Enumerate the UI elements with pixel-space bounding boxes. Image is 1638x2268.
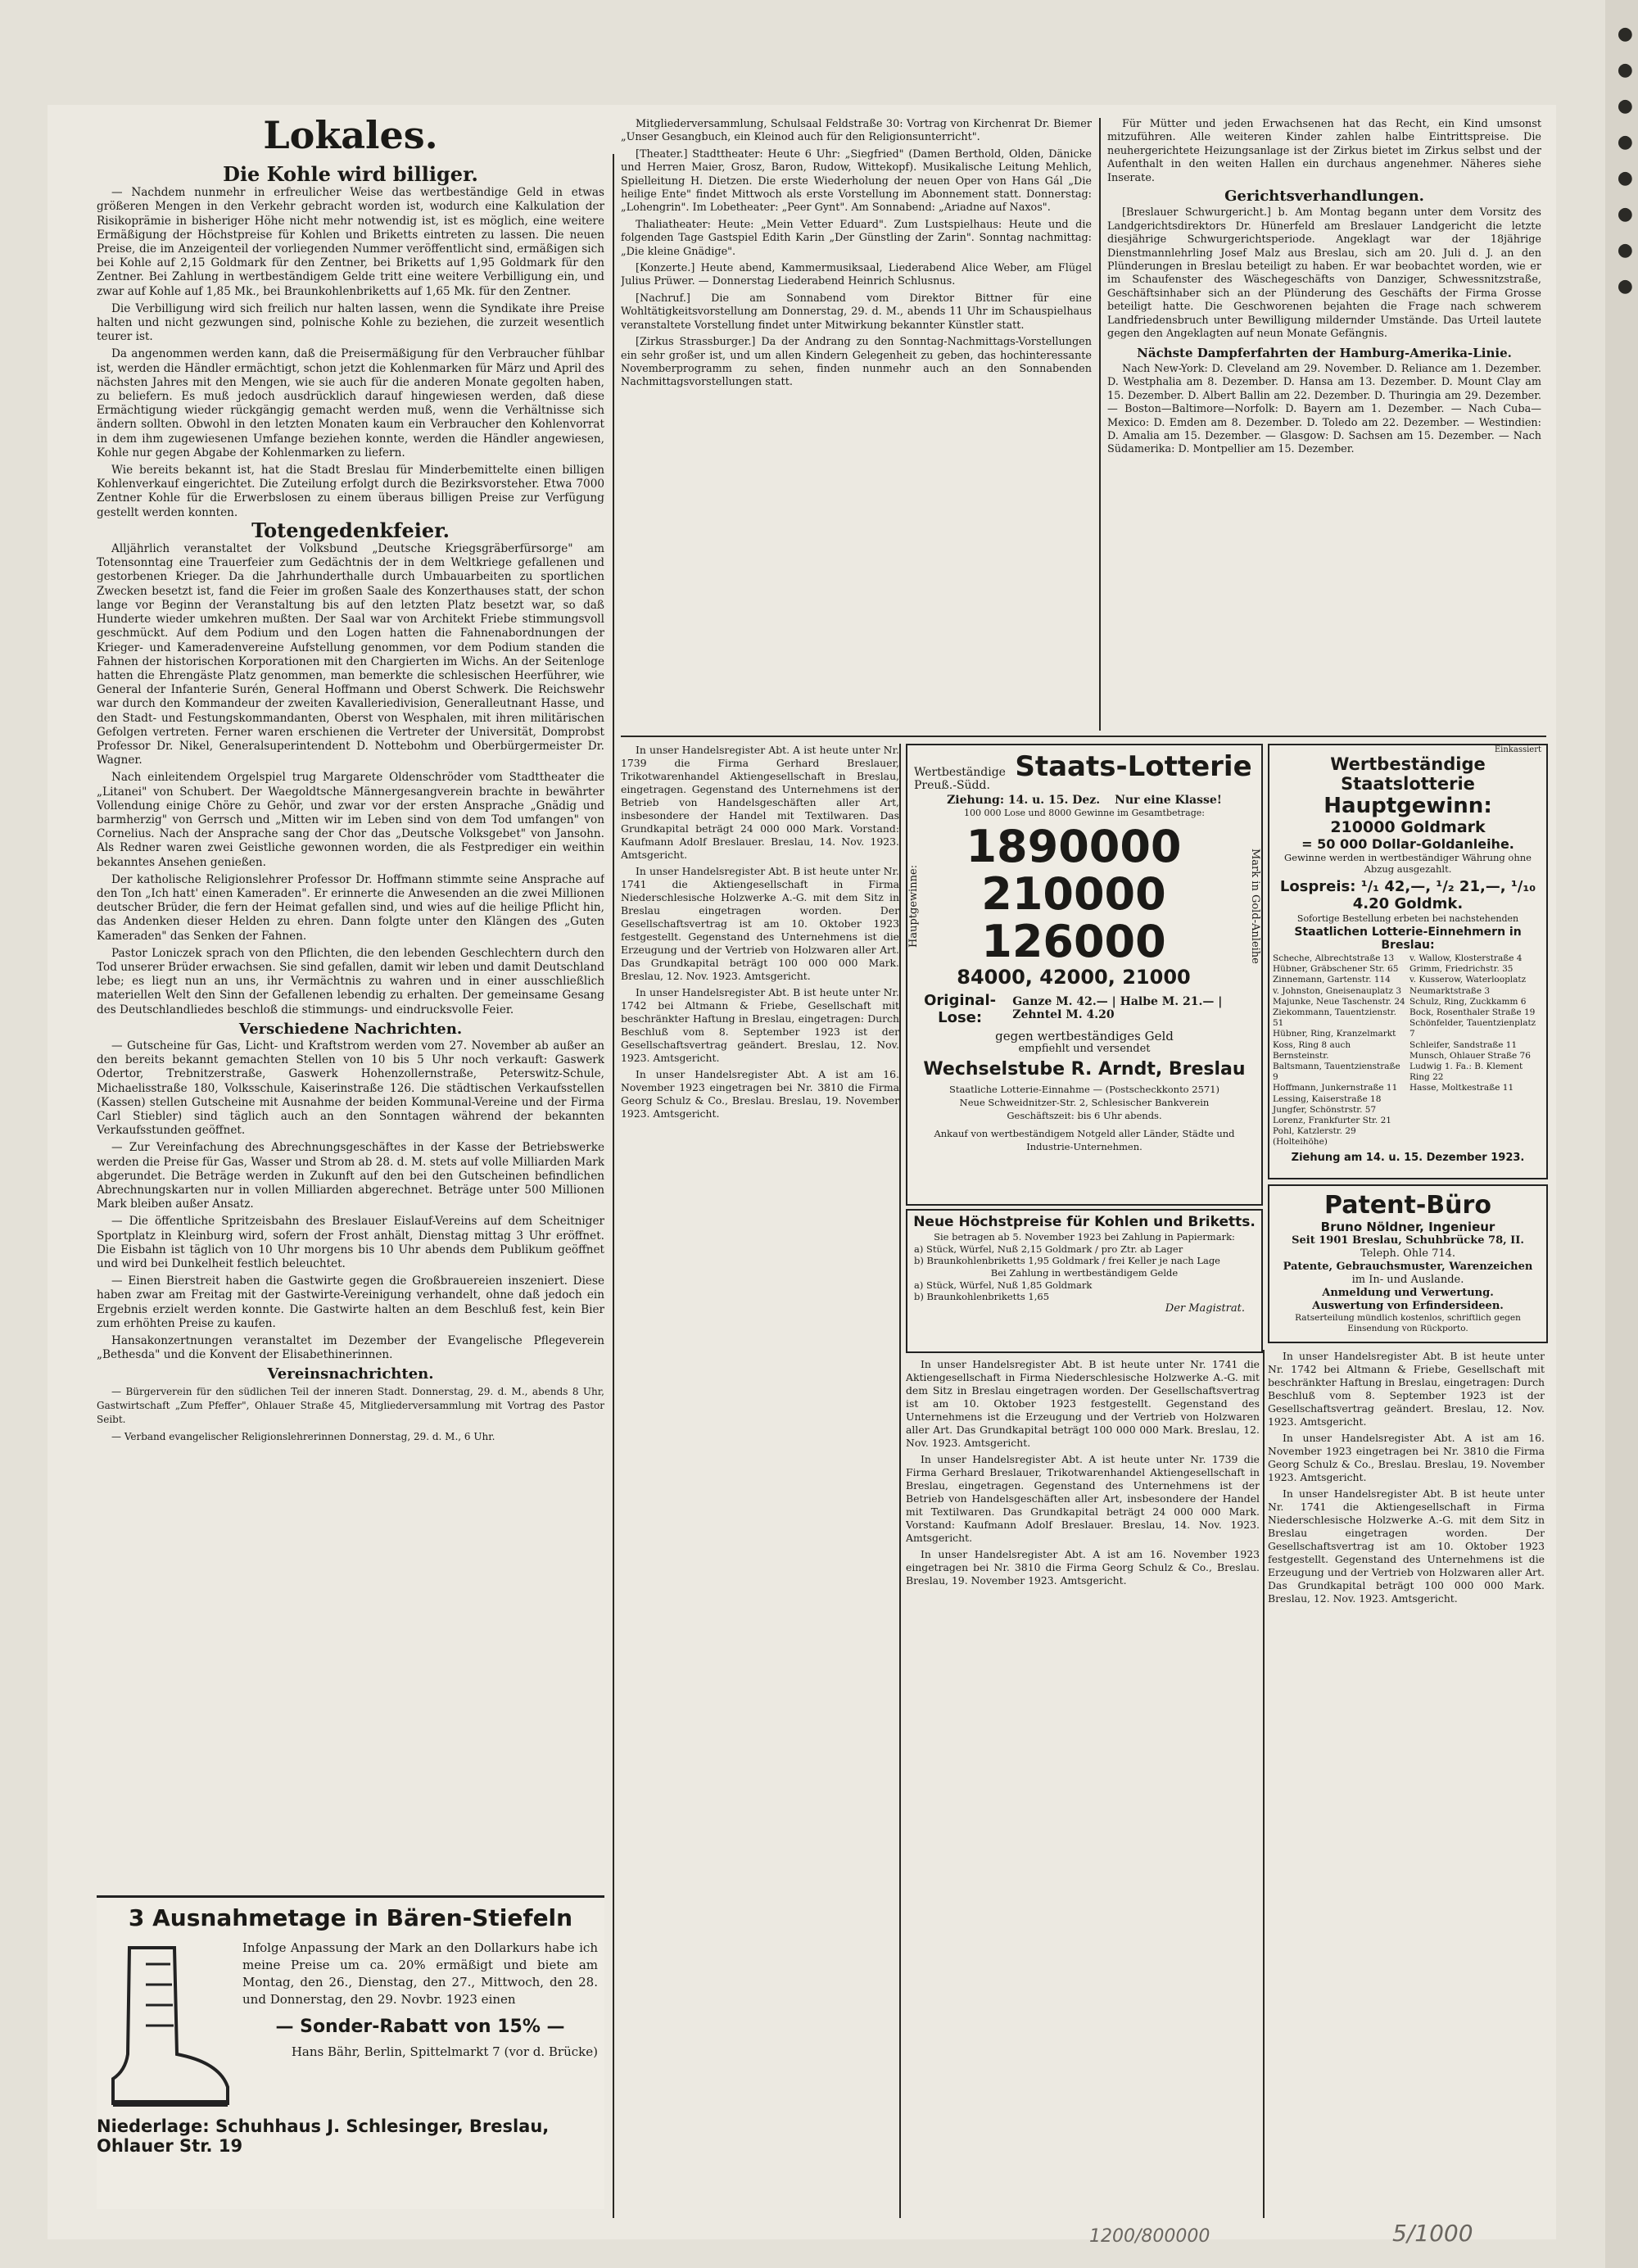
middle-column <box>621 118 1092 731</box>
list-item: Ludwig 1. Fa.: B. Klement <box>1409 1062 1523 1072</box>
ad-gold: 210000 Goldmark <box>1330 818 1486 836</box>
list-item: v. Wallow, Klosterstraße 4 <box>1409 953 1523 963</box>
ad-original-lose: Original-Lose: <box>924 992 997 1026</box>
ad-sub: Neue Schweidnitzer-Str. 2, Schlesischer Bankverein <box>959 1097 1210 1108</box>
article-paragraph: — Verband evangelischer Religionslehrerinnen Donnerstag, 29. d. M., 6 Uhr. <box>111 1431 495 1443</box>
headline-kohle: Die Kohle wird billiger. <box>223 164 478 186</box>
ad-line: Anmeldung und Verwertung. <box>1322 1287 1494 1299</box>
ad-haupt: Hauptgewinn: <box>1324 794 1492 818</box>
list-item: Hübner, Ring, Kranzelmarkt <box>1273 1029 1396 1039</box>
article-paragraph: — Bürgerverein für den südlichen Teil der inneren Stadt. Donnerstag, 29. d. M., abends 8 Uhr, Gastwirtschaft „Zum Pfeffer", Ohlauer Straße 45, Mitgliederversammlung mit Vortrag des Pastor Seibt. <box>97 1385 604 1426</box>
list-item: Hasse, Moltkestraße 11 <box>1409 1083 1514 1093</box>
headline-verein: Vereinsnachrichten. <box>267 1365 434 1383</box>
ad-lose-count: 100 000 Lose und 8000 Gewinne im Gesamtbetrage: <box>963 808 1205 818</box>
ad-niederlage: Niederlage: Schuhhaus J. Schlesinger, Breslau, Ohlauer Str. 19 <box>97 2116 550 2156</box>
ad-amount-small: 84000, 42000, 21000 <box>957 966 1191 989</box>
ad-sub: Sie betragen ab 5. November 1923 bei Zahlung in Papiermark: <box>934 1231 1235 1243</box>
ad-amount: 210000 <box>981 868 1166 920</box>
baeren-stiefel-ad <box>97 1895 604 2209</box>
ad-line: a) Stück, Würfel, Nuß 1,85 Goldmark <box>914 1279 1093 1291</box>
article-paragraph: In unser Handelsregister Abt. B ist heute unter Nr. 1742 bei Altmann & Friebe, Gesellschaft mit beschränkter Haftung in Breslau, eingetragen: Durch Beschluß vom 8. September 1923 ist der Gesellschaftsvertrag geändert. Breslau, 12. Nov. 1923. Amtsgericht. <box>1268 1350 1545 1428</box>
headline-verschiedene: Verschiedene Nachrichten. <box>238 1020 463 1038</box>
article-paragraph: Nach einleitendem Orgelspiel trug Margarete Oldenschröder vom Stadttheater die „Litanei" von Schubert. Der Waegoldtsche Männergesangverein brachte in bewährter Vollendung einige Chöre zu Gehör, und zwar vor der ersten Ansprache „Gnädig und barmherzig" von Gerrsch und „Mitten wir im Leben sind von dem Tod umfangen" von Cornelius. Nach der Ansprache sang der Chor das „Deutsche Volksgebet" von Jansohn. Als Redner waren zwei Geistliche gewonnen worden, die als Festprediger ein weithin bekanntes Ansehen genießen. <box>97 771 604 869</box>
article-paragraph: Wie bereits bekannt ist, hat die Stadt Breslau für Minderbemittelte einen billigen Kohlenverkauf eingerichtet. Die Zuteilung erfolgt durch die Bezirksvorsteher. Etwa 7000 Zentner Kohle für die Erwerbslosen zu einem überaus billigen Preise zur Verfügung gestellt werden konnten. <box>97 464 604 519</box>
page-edge <box>1605 0 1638 2268</box>
ad-firm: Wechselstube R. Arndt, Breslau <box>923 1059 1246 1080</box>
ad-head1: Wertbeständige Preuß.-Südd. <box>914 766 1006 792</box>
article-paragraph: Mitgliederversammlung, Schulsaal Feldstraße 30: Vortrag von Kirchenrat Dr. Biemer „Unser Gesangbuch, ein Kleinod auch für den Religionsunterricht". <box>621 118 1092 144</box>
list-item: Schleifer, Sandstraße 11 <box>1409 1039 1518 1050</box>
ad-since: Seit 1901 Breslau, Schuhbrücke 78, II. <box>1292 1234 1524 1247</box>
article-paragraph: [Nachruf.] Die am Sonnabend vom Direktor Bittner für eine Wohltätigkeitsvorstellung am Donnerstag, 29. d. M., abends 11 Uhr im Schauspielhaus veranstaltete Vorstellung findet unter Mitwirkung bekannter Künstler statt. <box>621 292 1092 332</box>
ad-line: Patente, Gebrauchsmuster, Warenzeichen <box>1283 1261 1533 1273</box>
ad-side-left: Hauptgewinne: <box>907 864 920 948</box>
patent-buero-ad <box>1268 1184 1548 1343</box>
article-paragraph: In unser Handelsregister Abt. B ist heute unter Nr. 1742 bei Altmann & Friebe, Gesellschaft mit beschränkter Haftung in Breslau, eingetragen: Durch Beschluß vom 8. September 1923 ist der Gesellschaftsvertrag geändert. Breslau, 12. Nov. 1923. Amtsgericht. <box>621 986 899 1064</box>
left-column <box>97 164 604 1884</box>
article-paragraph: In unser Handelsregister Abt. A ist am 16. November 1923 eingetragen bei Nr. 3810 die Firma Georg Schulz & Co., Breslau. Breslau, 19. November 1923. Amtsgericht. <box>906 1548 1260 1587</box>
ad-text: Infolge Anpassung der Mark an den Dollarkurs habe ich meine Preise um ca. 20% ermäßigt und biete am Montag, den 26., Dienstag, den 27., Mittwoch, den 28. und Donnerstag, den 29. Novbr. 1923 einen <box>242 1940 598 2007</box>
article-paragraph: Pastor Loniczek sprach von den Pflichten, die den lebenden Geschlechtern durch den Tod unserer Brüder erwachsen. Sie sind gefallen, damit wir leben und damit Deutschland lebe; es liegt nun an uns, ihr Vermächtnis zu wahren und in einer ausschließlich materiellen Welt den Sinn der Gefallenen lebendig zu erhalten. Der gemeinsame Gesang des Deutschlandliedes beschloß die stimmungs- und eindrucksvolle Feier. <box>97 946 604 1016</box>
ad-line: b) Braunkohlenbriketts 1,65 <box>914 1291 1050 1302</box>
staatslotterie-ad-einnehmer <box>1268 744 1548 1179</box>
ad-tel: Teleph. Ohle 714. <box>1360 1247 1456 1260</box>
article-paragraph: In unser Handelsregister Abt. B ist heute unter Nr. 1741 die Aktiengesellschaft in Firma Niederschlesische Holzwerke A.-G. mit dem Sitz in Breslau eingetragen worden. Der Gesellschaftsvertrag ist am 10. Oktober 1923 festgestellt. Gegenstand des Unternehmens ist die Erzeugung und der Vertrieb von Holzwaren aller Art. Das Grundkapital beträgt 100 000 000 Mark. Breslau, 12. Nov. 1923. Amtsgericht. <box>1268 1487 1545 1605</box>
article-paragraph: In unser Handelsregister Abt. B ist heute unter Nr. 1741 die Aktiengesellschaft in Firma Niederschlesische Holzwerke A.-G. mit dem Sitz in Breslau eingetragen worden. Der Gesellschaftsvertrag ist am 10. Oktober 1923 festgestellt. Gegenstand des Unternehmens ist die Erzeugung und der Vertrieb von Holzwaren aller Art. Das Grundkapital beträgt 100 000 000 Mark. Breslau, 12. Nov. 1923. Amtsgericht. <box>906 1358 1260 1449</box>
article-paragraph: Thaliatheater: Heute: „Mein Vetter Eduard". Zum Lustspielhaus: Heute und die folgenden Tage Gastspiel Edith Karin „Der Günstling der Zarin". Sonntag nachmittag: „Die kleine Gnädige". <box>621 218 1092 258</box>
list-item: Bock, Rosenthaler Straße 19 <box>1409 1007 1536 1018</box>
ad-sub: Geschäftszeit: bis 6 Uhr abends. <box>1007 1110 1162 1121</box>
list-item: Munsch, Ohlauer Straße 76 <box>1409 1050 1531 1061</box>
article-paragraph: [Konzerte.] Heute abend, Kammermusiksaal, Liederabend Alice Weber, am Flügel Julius Prüwer. — Donnerstag Liederabend Heinrich Schlusnus. <box>621 262 1092 288</box>
headline-gericht: Gerichtsverhandlungen. <box>1224 188 1424 206</box>
ad-amount: 1890000 <box>966 821 1182 872</box>
ad-ziehung: Ziehung am 14. u. 15. Dezember 1923. <box>1291 1151 1525 1164</box>
list-item: Scheche, Albrechtstraße 13 <box>1273 953 1395 963</box>
ad-tag: Einkassiert <box>1494 745 1541 754</box>
list-item: Neumarktstraße 3 <box>1409 985 1491 996</box>
article-paragraph: In unser Handelsregister Abt. A ist am 16. November 1923 eingetragen bei Nr. 3810 die Firma Georg Schulz & Co., Breslau. Breslau, 19. November 1923. Amtsgericht. <box>621 1068 899 1120</box>
article-paragraph: In unser Handelsregister Abt. B ist heute unter Nr. 1741 die Aktiengesellschaft in Firma Niederschlesische Holzwerke A.-G. mit dem Sitz in Breslau eingetragen worden. Der Gesellschaftsvertrag ist am 10. Oktober 1923 festgestellt. Gegenstand des Unternehmens ist die Erzeugung und der Vertrieb von Holzwaren aller Art. Das Grundkapital beträgt 100 000 000 Mark. Breslau, 12. Nov. 1923. Amtsgericht. <box>621 865 899 982</box>
ad-gewinne: Gewinne werden in wertbeständiger Währung ohne Abzug ausgezahlt. <box>1284 852 1532 875</box>
list-item: Schulz, Ring, Zuckkamm 6 <box>1409 996 1527 1007</box>
article-paragraph: — Gutscheine für Gas, Licht- und Kraftstrom werden vom 27. November ab außer an den bereits bekannt gemachten Stellen von 10 bis 5 Uhr noch verkauft: Gaswerk Odertor, Trebnitzerstraße, Gaswerk Hohenzollernstraße, Peterswitz-Schule, Michaelisstraße 180, Volksschule, Kaiserinstraße 126. Die städtischen Verkaufsstellen (Kassen) stellen Gutscheine mit Ausnahme der beiden Kommunal-Vereine und der Firma Carl Stiebler) sind täglich auch an den Sonntagen während der bekannten Verkaufsstunden geöffnet. <box>97 1039 604 1138</box>
list-item: Ziekommann, Tauentzienstr. 51 <box>1273 1007 1397 1029</box>
ad-ziehung: Ziehung: 14. u. 15. Dez. <box>947 794 1101 807</box>
article-paragraph: — Die öffentliche Spritzeisbahn des Breslauer Eislauf-Vereins auf dem Scheitniger Sportplatz in Kleinburg wird, sofern der Frost anhält, Dienstag mittag 3 Uhr eröffnet. Die Eisbahn ist täglich von 10 Uhr morgens bis 10 Uhr abends dem Publikum geöffnet und wird bei Dunkelheit festlich beleuchtet. <box>97 1215 604 1271</box>
ad-shop: Hans Bähr, Berlin, Spittelmarkt 7 (vor d. Brücke) <box>291 2044 598 2059</box>
ad-footer: Der Magistrat. <box>1165 1302 1245 1315</box>
article-paragraph: — Einen Bierstreit haben die Gastwirte gegen die Großbrauereien inszeniert. Diese haben zwar am Freitag mit der Gastwirte-Vereinigung verhandelt, ohne daß jedoch ein Ergebnis erzielt werden konnte. Die Gastwirte halten an dem Beschluß fest, kein Bier zum erhöhten Preise zu kaufen. <box>97 1274 604 1330</box>
list-item: Koss, Ring 8 auch Bernsteinstr. <box>1273 1039 1351 1061</box>
article-paragraph: In unser Handelsregister Abt. A ist am 16. November 1923 eingetragen bei Nr. 3810 die Firma Georg Schulz & Co., Breslau. Breslau, 19. November 1923. Amtsgericht. <box>1268 1432 1545 1483</box>
list-item: Schönfelder, Tauentzienplatz 7 <box>1409 1018 1536 1039</box>
list-item: v. Johnston, Gneisenauplatz 3 <box>1273 985 1402 996</box>
ad-title: Patent-Büro <box>1324 1191 1491 1220</box>
ad-sofort: Sofortige Bestellung erbeten bei nachstehenden <box>1296 913 1519 924</box>
right-column <box>1107 118 1541 731</box>
newspaper-page <box>48 105 1556 2239</box>
article-paragraph: Der katholische Religionslehrer Professor Dr. Hoffmann stimmte seine Ansprache auf den Ton „Ich hatt' einen Kameraden". Er erinnerte die Anwesenden an die zwei Millionen deutscher Brüder, die fern der Heimat gefallen sind, und wies auf die heilige Pflicht hin, das Andenken dieser Helden zu ehren. Dann folgte unter den Klängen des „Guten Kameraden" das Senken der Fahnen. <box>97 872 604 943</box>
list-item: Zinnemann, Gartenstr. 114 <box>1273 975 1391 985</box>
column-rule <box>1099 118 1101 731</box>
margin-note: 1200/800000 <box>1089 2226 1210 2247</box>
ad-title: 3 Ausnahmetage in Bären-Stiefeln <box>128 1904 573 1931</box>
boot-icon <box>97 1940 236 2112</box>
article-paragraph: Alljährlich veranstaltet der Volksbund „Deutsche Kriegsgräberfürsorge" am Totensonntag eine Trauerfeier zum Gedächtnis der in dem Weltkriege gefallenen und gestorbenen Krieger. Da die Jahrhunderthalle durch Umbauarbeiten zu sportlichen Zwecken besetzt ist, fand die Feier im großen Saale des Konzerthauses statt, der schon lange vor Beginn der Veranstaltung bis auf den letzten Platz besetzt war, so daß Hunderte wieder umkehren mußten. Der Saal war von Architekt Friebe stimmungsvoll geschmückt. Auf dem Podium und den Logen hatten die Fahnenabordnungen der Krieger- und Kameradenvereine Aufstellung genommen, vor dem Podium standen die Fahnen der historischen Korporationen mit den Chargierten im Wichs. An der Seitenloge hatten die Ehrengäste Platz genommen, man bemerkte die schlesischen Heerführer, wie General der Infanterie Surén, General Hoffmann und Oberst Schwerk. Die Reichswehr war durch den Kommandeur der zweiten Kavalleriedivision, Generalleutnant Hasse, und den Stadt- und Festungskommandanten, Oberst von Wesphalen, mit ihren militärischen Gefolgen vertreten. Ferner waren erschienen die Vertreter der Universität, Domprobst Professor Dr. Nikel, Generalsuperintendent D. Nottebohm und Oberbürgermeister Dr. Wagner. <box>97 542 604 767</box>
column-rule <box>613 154 614 2218</box>
list-item: Majunke, Neue Taschenstr. 24 <box>1273 996 1405 1007</box>
ad-empfiehlt: empfiehlt und versendet <box>1018 1043 1151 1055</box>
list-item: Lessing, Kaiserstraße 18 <box>1273 1093 1382 1104</box>
ad-line: im In- und Auslande. <box>1351 1274 1464 1286</box>
list-item: Jungfer, Schönstrstr. 57 <box>1273 1104 1377 1115</box>
ad-prices: Ganze M. 42.— | Halbe M. 21.— | Zehntel M. 4.20 <box>1012 995 1223 1021</box>
ad-dollar: = 50 000 Dollar-Goldanleihe. <box>1301 836 1514 852</box>
article-paragraph: Für Mütter und jeden Erwachsenen hat das Recht, ein Kind umsonst mitzuführen. Alle weiteren Kinder zahlen halbe Eintrittspreise. Die neuhergerichtete Heizungsanlage ist der Zirkus bietet im Zirkus selbst und der Aufenthalt in den weiten Hallen ein durchaus angenehmer. Näheres siehe Inserate. <box>1107 118 1541 184</box>
article-paragraph: — Zur Vereinfachung des Abrechnungsgeschäftes in der Kasse der Betriebswerke werden die Preise für Gas, Wasser und Strom ab 28. d. M. stets auf volle Milliarden Mark abgerundet. Die Beträge werden in Zukunft auf den bei den Gutscheinen befindlichen Abrechnungskarten nur in vollen Milliarden abgerechnet. Beträge unter 500 Millionen Mark bleiben außer Ansatz. <box>97 1141 604 1211</box>
ad-ankauf: Ankauf von wertbeständigem Notgeld aller Länder, Städte und Industrie-Unternehmen. <box>934 1128 1235 1152</box>
hoechstpreise-ad <box>906 1209 1263 1353</box>
ad-line: b) Braunkohlenbriketts 1,95 Goldmark / frei Keller je nach Lage <box>914 1255 1220 1266</box>
ad-title: Staats-Lotterie <box>1015 750 1252 783</box>
headline-toten: Totengedenkfeier. <box>251 518 450 542</box>
ad-sub: Staatliche Lotterie-Einnahme — (Postscheckkonto 2571) <box>948 1084 1220 1095</box>
list-item: v. Kusserow, Waterlooplatz <box>1409 975 1527 985</box>
article-paragraph: [Zirkus Strassburger.] Da der Andrang zu den Sonntag-Nachmittags-Vorstellungen ein sehr großer ist, und um allen Kindern Gelegenheit zu geben, das hochinteressante Novemberprogramm zu sehen, finden nunmehr auch an den Sonnabenden Nachmittagsvorstellungen statt. <box>621 336 1092 389</box>
ad-rabatt: — Sonder-Rabatt von 15% — <box>275 2017 565 2037</box>
ad-amount: 126000 <box>981 916 1166 967</box>
list-item: Lorenz, Frankfurter Str. 21 <box>1273 1116 1391 1126</box>
list-item: Hübner, Gräbschener Str. 65 <box>1273 964 1399 975</box>
article-paragraph: Da angenommen werden kann, daß die Preisermäßigung für den Verbraucher fühlbar ist, werden die Händler ermächtigt, schon jetzt die Kohlenmarken für März und April des nächsten Jahres mit den Mengen, wie sie auch für die anderen Monate gegolten haben, zu beliefern. Es muß jedoch ausdrücklich darauf hingewiesen werden, daß diese Ermächtigung wieder rückgängig gemacht werden muß, wenn die Verhältnisse sich ändern sollten. Obwohl in den letzten Monaten kaum ein Verbraucher den Kohlenvorrat in dem ihm zugewiesenen Umfange beziehen konnte, werden die Händler angewiesen, Kohle nur gegen Abgabe der Kohlenmarken zu liefern. <box>97 347 604 459</box>
article-paragraph: In unser Handelsregister Abt. A ist heute unter Nr. 1739 die Firma Gerhard Breslauer, Trikotwarenhandel Aktiengesellschaft in Breslau, eingetragen. Gegenstand des Unternehmens ist der Betrieb von Handelsgeschäften aller Art, insbesondere der Handel mit Textilwaren. Das Grundkapital beträgt 24 000 000 Mark. Vorstand: Kaufmann Adolf Breslauer. Breslau, 14. Nov. 1923. Amtsgericht. <box>906 1453 1260 1544</box>
article-paragraph: Hansakonzertnungen veranstaltet im Dezember der Evangelische Pflegeverein „Bethesda" und die Konvent der Elisabethinerinnen. <box>97 1334 604 1362</box>
column-rule <box>1263 1350 1265 2218</box>
ad-name: Bruno Nöldner, Ingenieur <box>1320 1220 1495 1234</box>
einnehmer-list-left <box>1273 953 1406 1148</box>
ad-title: Neue Höchstpreise für Kohlen und Briketts. <box>913 1214 1256 1230</box>
list-item: Pohl, Katzlerstr. 29 (Holteihöhe) <box>1273 1126 1356 1148</box>
margin-note: 5/1000 <box>1392 2220 1473 2247</box>
list-item: Grimm, Friedrichstr. 35 <box>1409 964 1514 975</box>
ad-title: Wertbeständige Staatslotterie <box>1330 754 1486 794</box>
handelsregister-column-2 <box>906 1358 1260 2218</box>
handelsregister-column-1 <box>621 744 899 2218</box>
article-paragraph: [Theater.] Stadttheater: Heute 6 Uhr: „Siegfried" (Damen Berthold, Olden, Dänicke und Herren Maier, Grosz, Baron, Rudow, Wittekopf). Musikalische Leitung Mehlich, Spielleitung H. Dietzen. Die erste Wiederholung der neuen Oper von Hans Gál „Die heilige Ente" findet Mittwoch als erste Vorstellung im Abonnement statt. Donnerstag: „Lohengrin". Im Lobetheater: „Peer Gynt". Am Sonnabend: „Ariadne auf Naxos". <box>621 147 1092 215</box>
headline-hapag: Nächste Dampferfahrten der Hamburg-Amerika-Linie. <box>1137 345 1512 360</box>
binding-holes: ● ● ● ● ● ● ● ● <box>1617 24 1633 297</box>
ad-gegen: gegen wertbeständiges Geld <box>995 1029 1174 1043</box>
ad-staatl: Staatlichen Lotterie-Einnehmern in Breslau: <box>1294 926 1522 952</box>
article-paragraph: [Breslauer Schwurgericht.] b. Am Montag begann unter dem Vorsitz des Landgerichtsdirektors Dr. Hünerfeld am Breslauer Landgericht die letzte diesjährige Schwurgerichtsperiode. Angeklagt war der 18jährige Dienstmannlehrling Josef Malz aus Breslau, sich am 20. Juli d. J. an den Plünderungen in Breslau beteiligt zu haben. Er war beobachtet worden, wie er im Schaufenster des Wäschegeschäfts von Danziger, Schwessnitzstraße, Geschäftsinhaber sich an der Plünderung des Geschäfts der Firma Grosse beteiligt hatte. Die Geschworenen bejahten die Frage nach schwerem Landfriedensbruch unter Bewilligung mildernder Umstände. Das Urteil lautete gegen den Angeklagten auf neun Monate Gefängnis. <box>1107 206 1541 341</box>
section-rule <box>621 736 1546 737</box>
ad-line: Bei Zahlung in wertbeständigem Gelde <box>990 1267 1179 1279</box>
ad-line: a) Stück, Würfel, Nuß 2,15 Goldmark / pro Ztr. ab Lager <box>914 1243 1183 1255</box>
ad-side-right: Mark in Gold-Anleihe <box>1249 848 1261 964</box>
article-paragraph: — Nachdem nunmehr in erfreulicher Weise das wertbeständige Geld in etwas größeren Mengen in den Verkehr gebracht worden ist, wodurch eine Kalkulation der Risikoprämie in bisheriger Höhe nicht mehr notwendig ist, ist es möglich, eine weitere Ermäßigung der Höchstpreise für Kohlen und Briketts eintreten zu lassen. Die neuen Preise, die im Anzeigenteil der vorliegenden Nummer veröffentlicht sind, ermäßigen sich bei Kohle auf 2,15 Goldmark für den Zentner, bei Briketts auf 1,95 Goldmark für den Zentner. Bei Zahlung in wertbeständigem Gelde tritt eine weitere Verbilligung ein, und zwar auf Kohle auf 1,85 Mk., bei Braunkohlenbriketts auf 1,65 Mk. für den Zentner. <box>97 186 604 298</box>
staatslotterie-ad-arndt <box>906 744 1263 1206</box>
ad-line: Ratserteilung mündlich kostenlos, schriftlich gegen Einsendung von Rückporto. <box>1295 1313 1521 1333</box>
article-paragraph: Nach New-York: D. Cleveland am 29. November. D. Reliance am 1. Dezember. D. Westphalia am 8. Dezember. D. Hansa am 13. Dezember. D. Mount Clay am 15. Dezember. D. Albert Ballin am 22. Dezember. D. Thuringia am 29. Dezember. — Boston—Baltimore—Norfolk: D. Bayern am 1. Dezember. — Nach Cuba—Mexico: D. Emden am 8. Dezember. D. Toledo am 22. Dezember. — Westindien: D. Amalia am 15. Dezember. — Glasgow: D. Sachsen am 15. Dezember. — Nach Südamerika: D. Montpellier am 15. Dezember. <box>1107 362 1541 456</box>
ad-klasse: Nur eine Klasse! <box>1115 794 1222 807</box>
article-paragraph: In unser Handelsregister Abt. A ist heute unter Nr. 1739 die Firma Gerhard Breslauer, Trikotwarenhandel Aktiengesellschaft in Breslau, eingetragen. Gegenstand des Unternehmens ist der Betrieb von Handelsgeschäften aller Art, insbesondere der Handel mit Textilwaren. Das Grundkapital beträgt 24 000 000 Mark. Vorstand: Kaufmann Adolf Breslauer. Breslau, 14. Nov. 1923. Amtsgericht. <box>621 744 899 861</box>
einnehmer-list-right <box>1409 953 1543 1148</box>
list-item: Baltsmann, Tauentzienstraße 9 <box>1273 1062 1400 1083</box>
ad-lospreis: Lospreis: ¹/₁ 42,—, ¹/₂ 21,—, ¹/₁₀ 4.20 Goldmk. <box>1279 878 1536 912</box>
list-item: Hoffmann, Junkernstraße 11 <box>1273 1083 1398 1093</box>
article-paragraph: Die Verbilligung wird sich freilich nur halten lassen, wenn die Syndikate ihre Preise halten und nicht gezwungen sind, polnische Kohle zu beziehen, die zurzeit wesentlich teurer ist. <box>97 301 604 344</box>
list-item: Ring 22 <box>1409 1072 1444 1083</box>
ad-line: Auswertung von Erfindersideen. <box>1312 1300 1504 1312</box>
handelsregister-column-3 <box>1268 1350 1545 2218</box>
column-rule <box>899 744 901 2218</box>
section-title: Lokales. <box>263 113 438 157</box>
